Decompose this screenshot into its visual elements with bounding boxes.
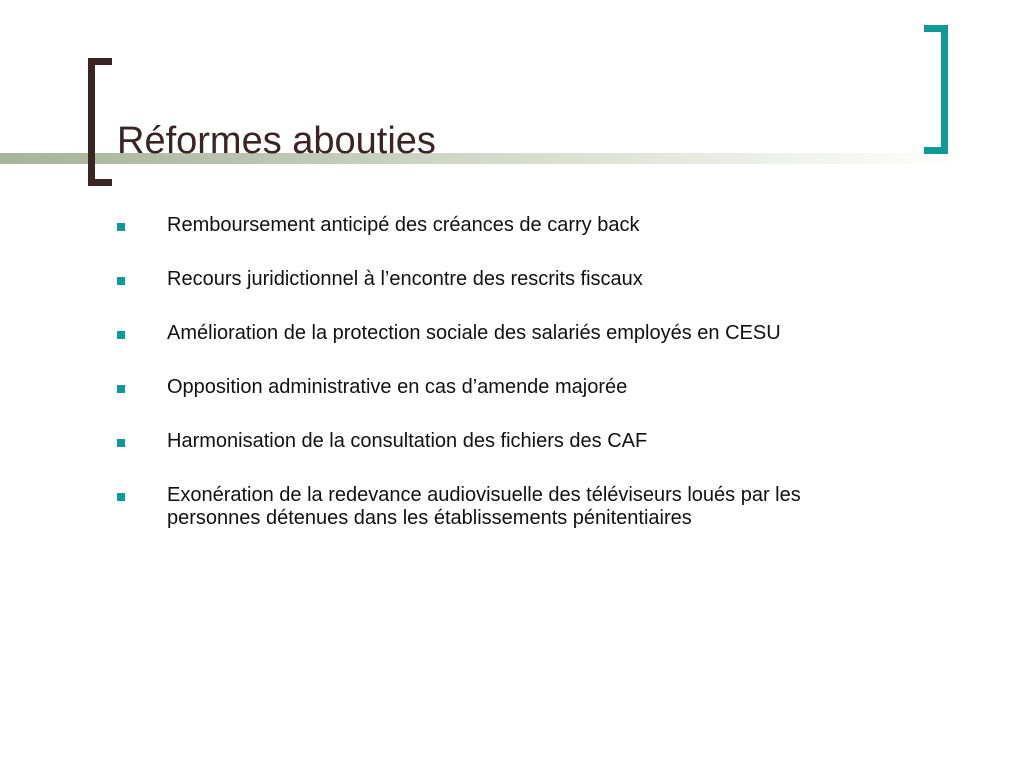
square-bullet-icon — [117, 493, 125, 501]
square-bullet-icon — [117, 277, 125, 285]
slide-title: Réformes abouties — [117, 120, 436, 162]
right-bracket-decoration — [924, 25, 948, 154]
bullet-item — [117, 268, 897, 291]
bullet-item — [117, 484, 897, 530]
bullet-text: Amélioration de la protection sociale des salariés employés en CESU — [167, 322, 781, 344]
bullet-item — [117, 430, 897, 453]
bullet-item — [117, 322, 897, 345]
bullet-item — [117, 214, 897, 237]
bullet-text: Opposition administrative en cas d’amende majorée — [167, 376, 628, 398]
left-bracket-decoration — [88, 58, 112, 186]
square-bullet-icon — [117, 331, 125, 339]
bullet-text: Recours juridictionnel à l’encontre des rescrits fiscaux — [167, 268, 643, 290]
bullet-text: Harmonisation de la consultation des fichiers des CAF — [167, 430, 648, 452]
bullet-text: Remboursement anticipé des créances de carry back — [167, 214, 640, 236]
bullet-item — [117, 376, 897, 399]
square-bullet-icon — [117, 223, 125, 231]
square-bullet-icon — [117, 439, 125, 447]
square-bullet-icon — [117, 385, 125, 393]
bullet-list — [117, 214, 897, 561]
bullet-text: Exonération de la redevance audiovisuelle des téléviseurs loués par les personnes détenues dans les établissements pénitentiaires — [167, 484, 801, 529]
